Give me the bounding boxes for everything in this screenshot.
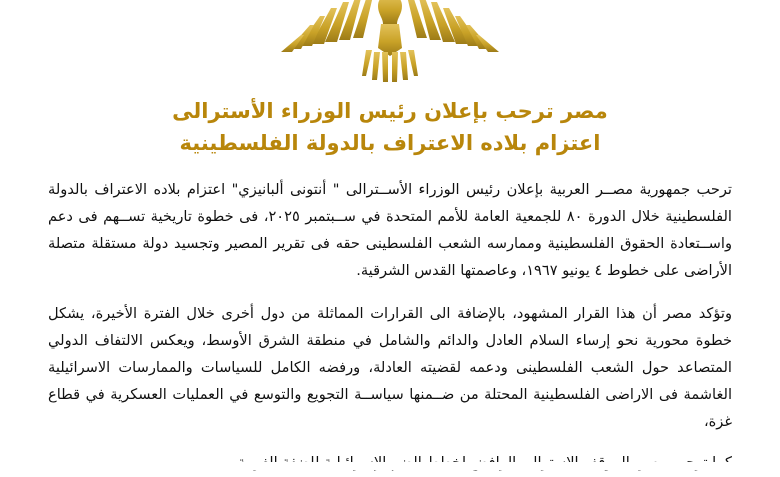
headline-line-2: اعتزام بلاده الاعتراف بالدولة الفلسطينية [179,130,601,155]
headline-line-1: مصر ترحب بإعلان رئيس الوزراء الأسترالى [172,99,608,123]
emblem-container [0,0,780,88]
statement-body [0,159,780,477]
bottom-clip [0,462,780,470]
paragraph-2: وتؤكد مصر أن هذا القرار المشهود، بالإضافة الى القرارات المماثلة من دول أخرى خلال الفترة الأخيرة، يشكل خطوة محورية نحو إرساء السلام العادل والدائم والشامل في منطقة الشرق الأوسط، ويعكس الالتفاف الدولي المتصاعد حول الشعب الفلسطينى ودعمه لقضيته العادلة، ورفضه الكامل للسياسات والممارسات الاسرائيلية الغاشمة فى الاراضى الفلسطينية المحتلة من ضــمنها سياســة التجويع والتوسع في العمليات العسكرية في قطاع غزة، [48,304,732,430]
eagle-of-saladin-emblem [265,0,515,86]
paragraph-1: ترحب جمهورية مصــر العربية بإعلان رئيس الوزراء الأســترالى " أنتونى ألبانيزي" اعتزام بلاده الاعتراف بالدولة الفلسطينية خلال الدورة ٨٠ للجمعية العامة للأمم المتحدة في ســبتمبر ٢٠٢٥، فى خطوة تاريخية تســهم فى دعم واســتعادة الحقوق الفلسطينية وممارسه الشعب الفلسطينى حقه فى تقرير المصير وتجسيد دولة مستقلة متصلة الأراضى على خطوط ٤ يونيو ١٩٦٧، وعاصمتها القدس الشرقية. [48,181,732,279]
page-title [0,88,780,159]
